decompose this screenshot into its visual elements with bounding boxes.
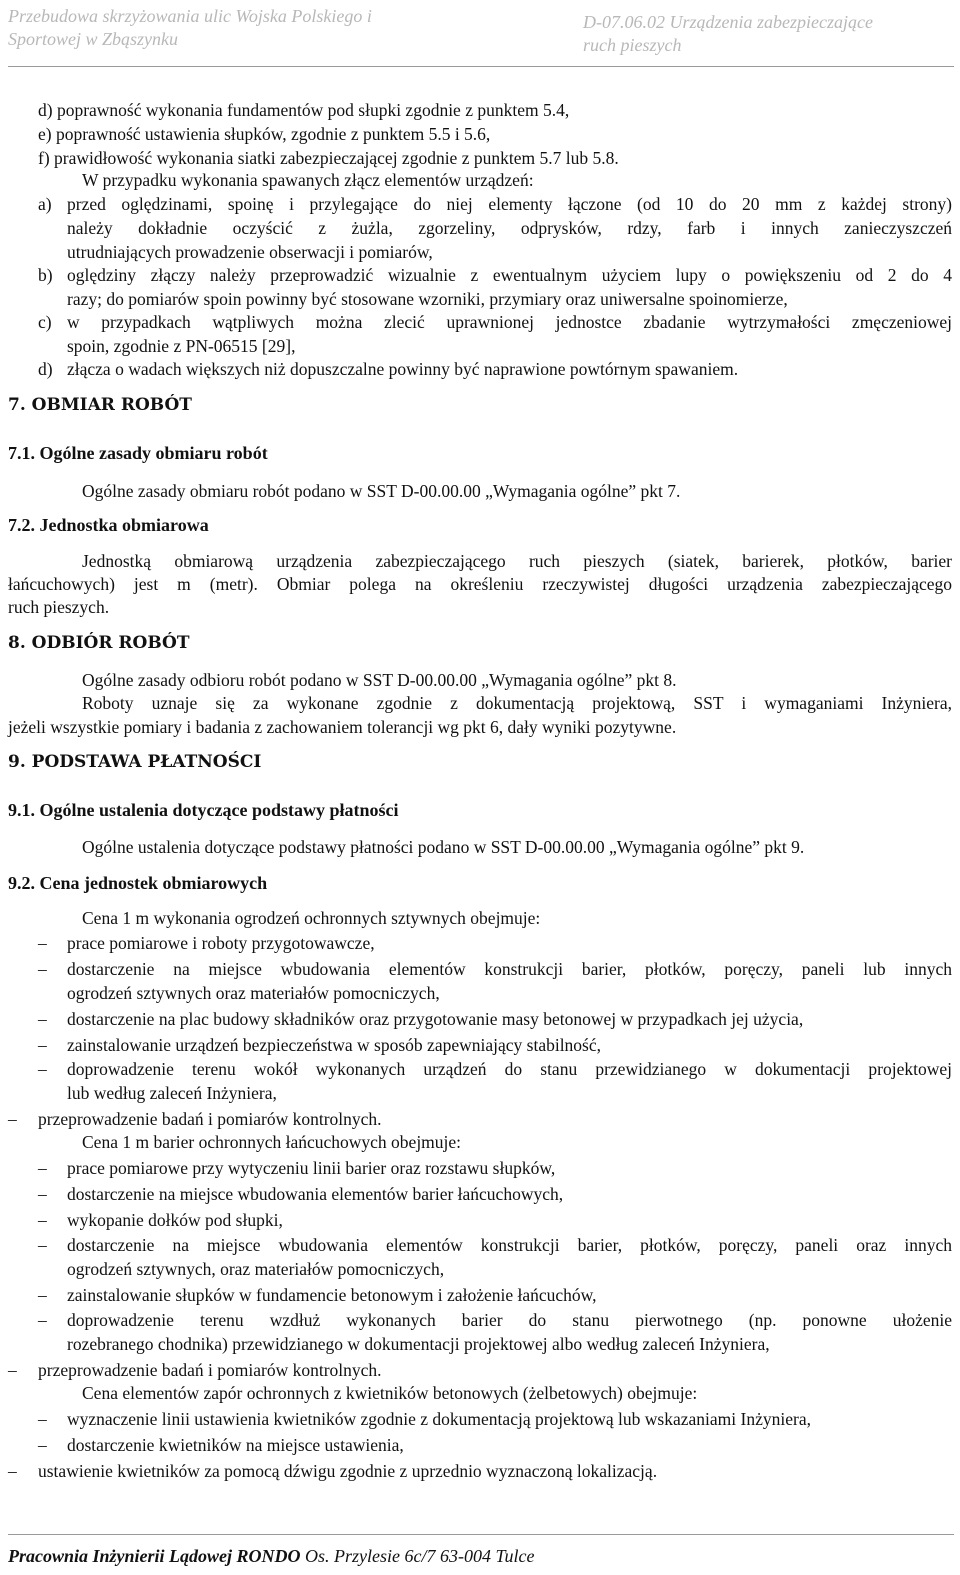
section-heading-8: 8. ODBIÓR ROBÓT xyxy=(8,633,190,653)
list-item: ustawienie kwietników za pomocą dźwigu zgodnie z uprzednio wyznaczoną lokalizacją. xyxy=(38,1461,658,1481)
header-spec-line2: ruch pieszych xyxy=(583,35,682,55)
list-item: przeprowadzenie badań i pomiarów kontrolnych. xyxy=(38,1360,382,1380)
list-label: c) xyxy=(38,312,52,332)
weld-item-b-line: razy; do pomiarów spoin powinny być stosowane wzorniki, przymiary oraz uniwersalne spoinomierze, xyxy=(67,289,788,309)
dash-bullet: – xyxy=(38,1184,47,1204)
list-item: prace pomiarowe przy wytyczeniu linii barier oraz rozstawu słupków, xyxy=(67,1158,556,1178)
weld-item-a-line: przed oględzinami, spoinę i przylegające do niej elementy łączone (od 10 do 20 mm z każdej strony) xyxy=(67,194,952,214)
list-item: prace pomiarowe i roboty przygotowawcze, xyxy=(67,933,375,953)
dash-bullet: – xyxy=(38,1285,47,1305)
weld-item-c-line: spoin, zgodnie z PN-06515 [29], xyxy=(67,336,296,356)
price-intro: Cena elementów zapór ochronnych z kwietników betonowych (żelbetowych) obejmuje: xyxy=(82,1383,698,1403)
weld-item-a-line: utrudniających prowadzenie obserwacji i pomiarów, xyxy=(67,242,433,262)
dash-bullet: – xyxy=(8,1109,17,1129)
price-intro: Cena 1 m wykonania ogrodzeń ochronnych sztywnych obejmuje: xyxy=(82,908,541,928)
dash-bullet: – xyxy=(8,1360,17,1380)
paragraph-7-1: Ogólne zasady obmiaru robót podano w SST D-00.00.00 „Wymagania ogólne” pkt 7. xyxy=(82,481,681,501)
weld-item-a-line: należy dokładnie oczyścić z żużla, zgorzeliny, odprysków, rdzy, farb i innych zanieczyszczeń xyxy=(67,218,952,238)
dash-bullet: – xyxy=(38,1009,47,1029)
dash-bullet: – xyxy=(38,1409,47,1429)
list-item: dostarczenie na plac budowy składników oraz przygotowanie masy betonowej w przypadkach jej użycia, xyxy=(67,1009,804,1029)
list-item: rozebranego chodnika) przewidzianego w dokumentacji projektowej albo według zaleceń Inżyniera, xyxy=(67,1334,770,1354)
subsection-heading-9-2: 9.2. Cena jednostek obmiarowych xyxy=(8,873,268,893)
list-item: dostarczenie na miejsce wbudowania elementów konstrukcji barier, płotków, poręczy, paneli lub innych xyxy=(67,959,952,979)
subsection-heading-9-1: 9.1. Ogólne ustalenia dotyczące podstawy płatności xyxy=(8,800,399,820)
section-heading-7: 7. OBMIAR ROBÓT xyxy=(8,395,192,415)
list-item: wyznaczenie linii ustawienia kwietników zgodnie z dokumentacją projektową lub wskazaniami Inżyniera, xyxy=(67,1409,811,1429)
header-spec-line1: D-07.06.02 Urządzenia zabezpieczające xyxy=(583,12,873,32)
dash-bullet: – xyxy=(38,1158,47,1178)
paragraph-7-2-line: łańcuchowych) jest m (metr). Obmiar polega na określeniu rzeczywistej długości urządzenia zabezpieczającego xyxy=(8,574,952,594)
header-title-line2: Sportowej w Zbąszynku xyxy=(8,29,179,49)
paragraph-7-2-line: ruch pieszych. xyxy=(8,597,110,617)
dash-bullet: – xyxy=(38,1235,47,1255)
weld-item-c-line: w przypadkach wątpliwych można zlecić uprawnionej jednostce zbadanie wytrzymałości zmęczeniowej xyxy=(67,312,952,332)
list-item: dostarczenie na miejsce wbudowania elementów barier łańcuchowych, xyxy=(67,1184,564,1204)
list-item: wykopanie dołków pod słupki, xyxy=(67,1210,283,1230)
footer-divider xyxy=(8,1534,954,1535)
dash-bullet: – xyxy=(8,1461,17,1481)
list-label: d) xyxy=(38,359,53,379)
section-heading-9: 9. PODSTAWA PŁATNOŚCI xyxy=(8,752,262,772)
list-item: d) poprawność wykonania fundamentów pod słupki zgodnie z punktem 5.4, xyxy=(38,100,570,120)
list-item: przeprowadzenie badań i pomiarów kontrolnych. xyxy=(38,1109,382,1129)
header-title-line1: Przebudowa skrzyżowania ulic Wojska Polskiego i xyxy=(8,6,372,26)
header-spec-code xyxy=(583,11,873,57)
footer-company: Pracownia Inżynierii Lądowej RONDO xyxy=(8,1546,301,1566)
list-item: f) prawidłowość wykonania siatki zabezpieczającej zgodnie z punktem 5.7 lub 5.8. xyxy=(38,148,619,168)
subsection-heading-7-1: 7.1. Ogólne zasady obmiaru robót xyxy=(8,443,268,463)
header-title xyxy=(8,5,372,51)
list-item: dostarczenie na miejsce wbudowania elementów konstrukcji barier, płotków, poręczy, paneli oraz innych xyxy=(67,1235,952,1255)
weld-item-d-line: złącza o wadach większych niż dopuszczalne powinny być naprawione powtórnym spawaniem. xyxy=(67,359,739,379)
list-item: ogrodzeń sztywnych oraz materiałów pomocniczych, xyxy=(67,983,440,1003)
subsection-heading-7-2: 7.2. Jednostka obmiarowa xyxy=(8,515,209,535)
weld-intro: W przypadku wykonania spawanych złącz elementów urządzeń: xyxy=(82,170,534,190)
weld-item-b-line: oględziny złączy należy przeprowadzić wizualnie z ewentualnym użyciem lupy o powiększeniu od 2 do 4 xyxy=(67,265,952,285)
list-item: doprowadzenie terenu wokół wykonanych urządzeń do stanu przewidzianego w dokumentacji projektowej xyxy=(67,1059,952,1079)
list-label: b) xyxy=(38,265,53,285)
dash-bullet: – xyxy=(38,1035,47,1055)
header-divider xyxy=(8,66,954,67)
list-item: e) poprawność ustawienia słupków, zgodnie z punktem 5.5 i 5.6, xyxy=(38,124,491,144)
paragraph-8-1: Ogólne zasady odbioru robót podano w SST D-00.00.00 „Wymagania ogólne” pkt 8. xyxy=(82,670,677,690)
list-item: ogrodzeń sztywnych, oraz materiałów pomocniczych, xyxy=(67,1259,445,1279)
list-item: zainstalowanie słupków w fundamencie betonowym i założenie łańcuchów, xyxy=(67,1285,597,1305)
list-item: doprowadzenie terenu wzdłuż wykonanych barier do stanu pierwotnego (np. ponowne ułożenie xyxy=(67,1310,952,1330)
paragraph-7-2-line: Jednostką obmiarową urządzenia zabezpieczającego ruch pieszych (siatek, barierek, płotków, barier xyxy=(82,551,952,571)
dash-bullet: – xyxy=(38,1435,47,1455)
list-item: lub według zaleceń Inżyniera, xyxy=(67,1083,277,1103)
paragraph-8-2-line: jeżeli wszystkie pomiary i badania z zachowaniem tolerancji wg pkt 6, dały wyniki pozytywne. xyxy=(8,717,677,737)
price-intro: Cena 1 m barier ochronnych łańcuchowych obejmuje: xyxy=(82,1132,462,1152)
dash-bullet: – xyxy=(38,1059,47,1079)
dash-bullet: – xyxy=(38,933,47,953)
footer xyxy=(8,1545,535,1568)
dash-bullet: – xyxy=(38,959,47,979)
dash-bullet: – xyxy=(38,1310,47,1330)
dash-bullet: – xyxy=(38,1210,47,1230)
list-label: a) xyxy=(38,194,52,214)
list-item: zainstalowanie urządzeń bezpieczeństwa w sposób zapewniający stabilność, xyxy=(67,1035,602,1055)
paragraph-8-2-line: Roboty uznaje się za wykonane zgodnie z dokumentacją projektową, SST i wymaganiami Inżyniera, xyxy=(82,693,952,713)
list-item: dostarczenie kwietników na miejsce ustawienia, xyxy=(67,1435,404,1455)
footer-address: Os. Przylesie 6c/7 63-004 Tulce xyxy=(300,1546,535,1566)
paragraph-9-1: Ogólne ustalenia dotyczące podstawy płatności podano w SST D-00.00.00 „Wymagania ogólne” pkt 9. xyxy=(82,837,805,857)
